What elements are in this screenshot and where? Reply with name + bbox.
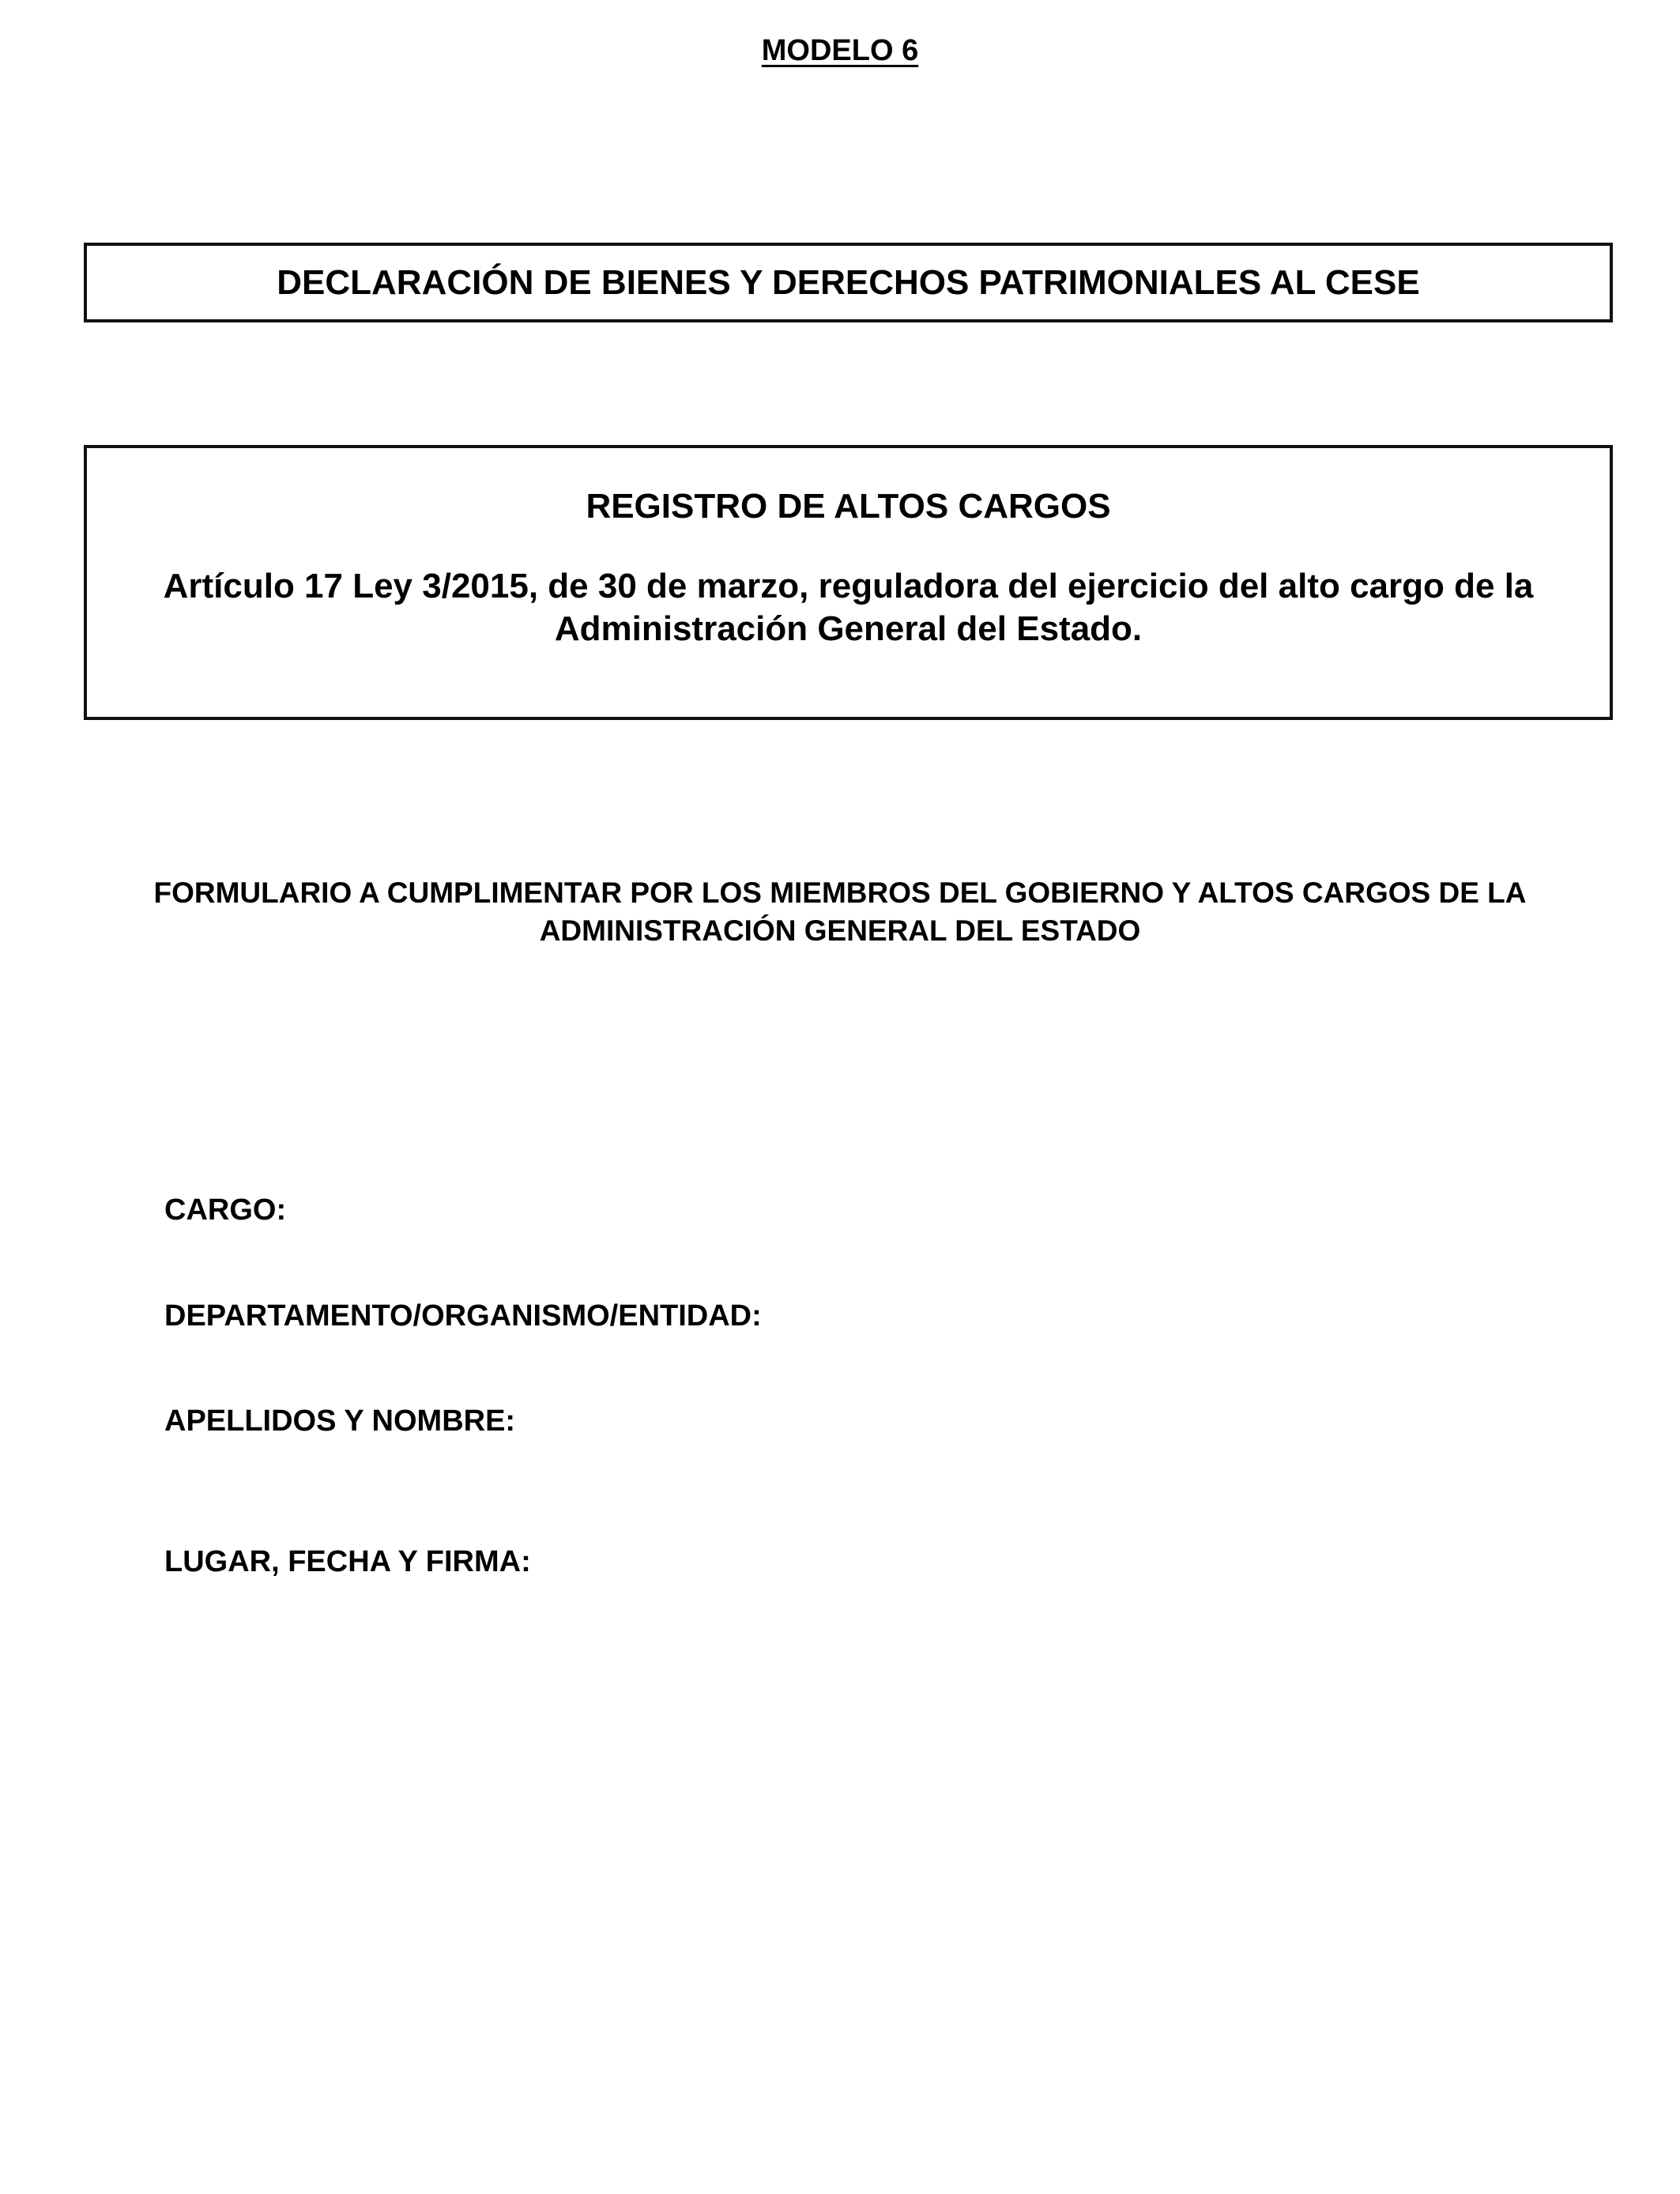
model-label: MODELO 6	[761, 34, 919, 67]
form-heading-line-2: ADMINISTRACIÓN GENERAL DEL ESTADO	[539, 914, 1141, 947]
form-heading-line-1: FORMULARIO A CUMPLIMENTAR POR LOS MIEMBROS DEL GOBIERNO Y ALTOS CARGOS DE LA	[153, 876, 1527, 909]
form-heading	[79, 874, 1601, 950]
register-title: REGISTRO DE ALTOS CARGOS	[586, 487, 1111, 526]
article-line-2: Administración General del Estado.	[554, 609, 1143, 648]
article-line-1: Artículo 17 Ley 3/2015, de 30 de marzo, reguladora del ejercicio del alto cargo de la	[163, 567, 1534, 605]
field-cargo-label: CARGO:	[164, 1193, 287, 1227]
field-lugar-fecha-firma-label: LUGAR, FECHA Y FIRMA:	[164, 1545, 531, 1578]
field-apellidos-nombre-label: APELLIDOS Y NOMBRE:	[164, 1404, 516, 1438]
document-title: DECLARACIÓN DE BIENES Y DERECHOS PATRIMONIALES AL CESE	[277, 263, 1420, 302]
register-box	[84, 445, 1613, 720]
document-title-box	[84, 243, 1613, 322]
field-departamento-label: DEPARTAMENTO/ORGANISMO/ENTIDAD:	[164, 1299, 762, 1333]
register-article	[134, 565, 1562, 650]
